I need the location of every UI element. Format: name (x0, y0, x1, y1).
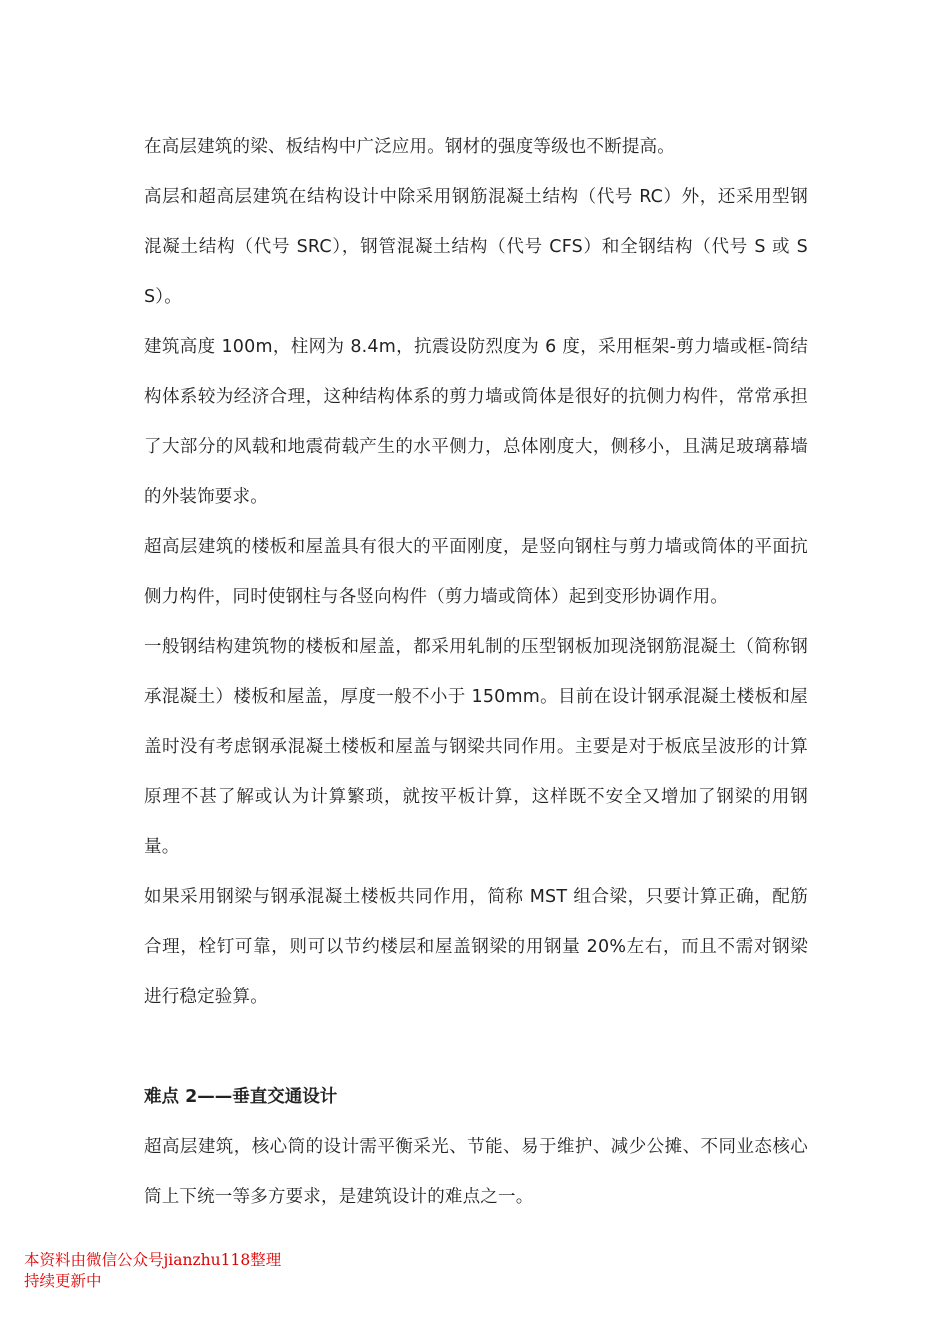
paragraph-3: 建筑高度 100m，柱网为 8.4m，抗震设防烈度为 6 度，采用框架-剪力墙或框-筒结构体系较为经济合理，这种结构体系的剪力墙或筒体是很好的抗侧力构件，常常承担了大部分的风载和地震荷载产生的水平侧力，总体刚度大，侧移小，且满足玻璃幕墙的外装饰要求。 (144, 337, 808, 507)
paragraph-6: 如果采用钢梁与钢承混凝土楼板共同作用，简称 MST 组合梁，只要计算正确，配筋合理，栓钉可靠，则可以节约楼层和屋盖钢梁的用钢量 20%左右，而且不需对钢梁进行稳定验算。 (144, 887, 808, 1007)
watermark-line-1: 本资料由微信公众号jianzhu118整理 (24, 1251, 282, 1269)
paragraph-5: 一般钢结构建筑物的楼板和屋盖，都采用轧制的压型钢板加现浇钢筋混凝土（简称钢承混凝土）楼板和屋盖，厚度一般不小于 150mm。目前在设计钢承混凝土楼板和屋盖时没有考虑钢承混凝土楼板和屋盖与钢梁共同作用。主要是对于板底呈波形的计算原理不甚了解或认为计算繁琐，就按平板计算，这样既不安全又增加了钢梁的用钢量。 (144, 637, 808, 857)
watermark-line-2: 持续更新中 (24, 1272, 102, 1290)
section-paragraph-1: 超高层建筑，核心筒的设计需平衡采光、节能、易于维护、减少公摊、不同业态核心筒上下统一等多方要求，是建筑设计的难点之一。 (144, 1137, 808, 1207)
watermark (24, 1250, 281, 1292)
paragraph-4: 超高层建筑的楼板和屋盖具有很大的平面刚度，是竖向钢柱与剪力墙或筒体的平面抗侧力构件，同时使钢柱与各竖向构件（剪力墙或筒体）起到变形协调作用。 (144, 537, 808, 607)
paragraph-1: 在高层建筑的梁、板结构中广泛应用。钢材的强度等级也不断提高。 (144, 137, 675, 157)
paragraph-2: 高层和超高层建筑在结构设计中除采用钢筋混凝土结构（代号 RC）外，还采用型钢混凝土结构（代号 SRC），钢管混凝土结构（代号 CFS）和全钢结构（代号 S 或 SS）。 (144, 187, 808, 307)
section-heading: 难点 2——垂直交通设计 (144, 1087, 338, 1107)
document-body (144, 122, 808, 1222)
